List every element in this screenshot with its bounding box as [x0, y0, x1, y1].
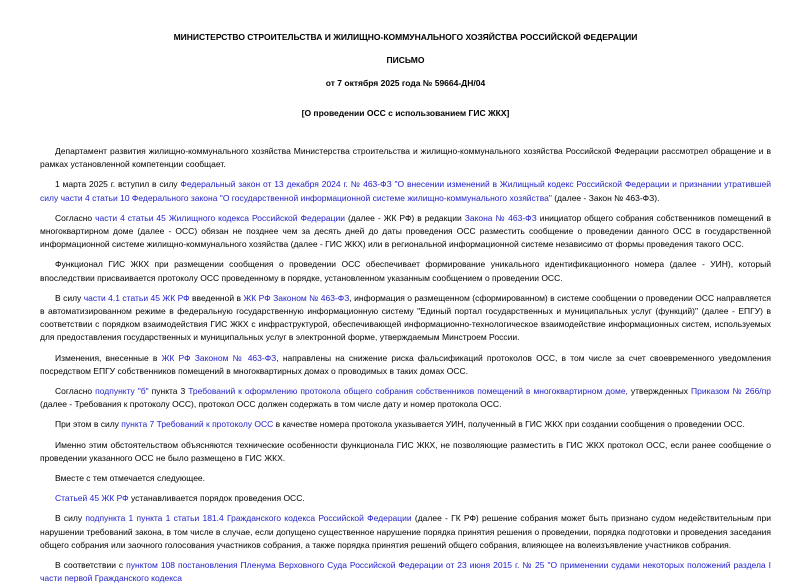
legal-reference-link[interactable]: пункта 7 Требований к протоколу ОСС: [121, 419, 274, 430]
legal-reference-link[interactable]: подпункта 1 пункта 1 статьи 181.4 Гражданского кодекса Российской Федерации: [85, 513, 412, 524]
paragraph-text: Функционал ГИС ЖКХ при размещении сообщения о проведении ОСС обеспечивает формирование уникального идентификационного номера (далее - УИН), который впоследствии присваивается протоколу ОСС проведенному в порядке, установленном указанным сообщением о проведении ОСС.: [40, 259, 771, 283]
paragraph: [40, 352, 771, 378]
legal-reference-link[interactable]: части 4.1 статьи 45 ЖК РФ: [83, 292, 190, 303]
paragraph: [40, 385, 771, 411]
paragraph: [40, 439, 771, 465]
paragraph-text: утвержденных: [627, 386, 691, 397]
legal-reference-link[interactable]: ЖК РФ Законом № 463-ФЗ: [243, 292, 350, 303]
paragraph-text: Вместе с тем отмечается следующее.: [55, 473, 206, 484]
paragraph-text: (далее - Закон № 463-ФЗ).: [551, 192, 660, 203]
paragraph: [40, 492, 771, 505]
paragraph: [40, 559, 771, 585]
paragraph-text: В соответствии с: [55, 560, 127, 571]
paragraph: [40, 258, 771, 284]
paragraph-text: (далее - ЖК РФ) в редакции: [344, 212, 465, 223]
paragraph-text: Согласно: [55, 386, 96, 397]
paragraph-text: Согласно: [55, 212, 96, 223]
paragraph-text: В силу: [55, 292, 84, 303]
paragraph: [40, 145, 771, 171]
paragraph: [40, 292, 771, 345]
legal-reference-link[interactable]: Закона № 463-ФЗ: [464, 212, 537, 223]
legal-reference-link[interactable]: Приказом № 266/пр: [690, 386, 771, 397]
paragraph-text: В силу: [55, 513, 86, 524]
doc-date-number: от 7 октября 2025 года № 59664-ДН/04: [325, 78, 486, 88]
legal-reference-link[interactable]: Требований к оформлению протокола общего собрания собственников помещений в многоквартирном доме,: [188, 386, 628, 397]
paragraph: [40, 212, 771, 252]
paragraph: [40, 418, 771, 431]
paragraph-text: инициатор общего собрания собственников помещений в многоквартирном доме (далее - ОСС) обязан не позднее чем за десять дней до даты проведения ОСС разместить сообщение о проведении данного ОСС в государственной информационной системе жилищно-коммунального хозяйства (далее - ГИС ЖКХ) или в региональной информационной системе независимо от формы проведения такого ОСС.: [40, 212, 772, 250]
paragraph: [40, 178, 771, 204]
legal-reference-link[interactable]: пунктом 108 постановления Пленума Верховного Суда Российской Федерации от 23 июня 2015 г. № 25 "О применении судами некоторых положений раздела I части первой Гражданского кодекса: [40, 560, 771, 584]
paragraph-text: (далее - Требования к протоколу ОСС), протокол ОСС должен содержать в том числе дату и номер протокола ОСС.: [40, 399, 502, 410]
paragraph: [40, 472, 771, 485]
paragraph-text: введенной в: [189, 292, 244, 303]
legal-reference-link[interactable]: Статьей 45 ЖК РФ: [55, 493, 129, 504]
legal-reference-link[interactable]: части 4 статьи 45 Жилищного кодекса Российской Федерации: [95, 212, 345, 223]
paragraph-text: устанавливается порядок проведения ОСС.: [128, 493, 305, 504]
paragraph: [40, 512, 771, 552]
paragraph-text: , направлены на снижение риска фальсификаций протоколов ОСС, в том числе за счет своевременного уведомления посредством ЕПГУ собственников помещений в многоквартирных домах о проводимых в таких домах ОСС.: [40, 352, 771, 376]
ministry-title: МИНИСТЕРСТВО СТРОИТЕЛЬСТВА И ЖИЛИЩНО-КОММУНАЛЬНОГО ХОЗЯЙСТВА РОССИЙСКОЙ ФЕДЕРАЦИИ: [173, 32, 638, 42]
paragraph-text: При этом в силу: [55, 419, 122, 430]
paragraph-text: (далее - ГК РФ) решение собрания может быть признано судом недействительным при нарушении требований закона, в том числе в случае, если допущено существенное нарушение порядка принятия решения о проведении, порядка подготовки и проведения заседания общего собрания или заочного голосования участников собрания, а также порядка принятия решений общего собрания, влияющее на волеизъявление участников собрания.: [40, 513, 771, 550]
doc-type-title: ПИСЬМО: [386, 55, 425, 65]
legal-reference-link[interactable]: Федеральный закон от 13 декабря 2024 г. № 463-ФЗ "О внесении изменений в Жилищный кодекс Российской Федерации и признании утратившей силу части 4 статьи 10 Федерального закона "О государственной информационной системе жилищно-коммунального хозяйства": [40, 179, 772, 203]
paragraph-text: в качестве номера протокола указывается УИН, полученный в ГИС ЖКХ при создании сообщения о проведении ОСС.: [273, 419, 745, 430]
paragraph-text: Департамент развития жилищно-коммунального хозяйства Министерства строительства и жилищно-коммунального хозяйства Российской Федерации рассмотрел обращение и в рамках установленной компетенции сообщает.: [40, 146, 771, 170]
paragraph-text: пункта 3: [148, 386, 189, 397]
paragraph-text: , информация о размещенном (сформированном) в системе сообщении о проведении ОСС направляется в автоматизированном режиме в федеральную государственную информационную систему "Единый портал государственных и муниципальных услуг (функций)" (далее - ЕПГУ) в соответствии с порядком взаимодействия ГИС ЖКХ с инфраструктурой, обеспечивающей информационно-технологическое взаимодействие информационных систем, используемых для предоставления государственных и муниципальных услуг в электронной форме, утверждаемым Минстроем России.: [40, 292, 771, 343]
document-body: [40, 145, 771, 585]
legal-reference-link[interactable]: ЖК РФ Законом № 463-ФЗ: [161, 352, 277, 363]
legal-reference-link[interactable]: подпункту "б": [95, 386, 149, 397]
paragraph-text: Именно этим обстоятельством объясняются технические особенности функционала ГИС ЖКХ, не позволяющие разместить в ГИС ЖКХ протокол ОСС, если ранее сообщение о проведении указанного ОСС не было размещено в ГИС ЖКХ.: [40, 439, 771, 463]
paragraph-text: 1 марта 2025 г. вступил в силу: [55, 179, 181, 190]
paragraph-text: Изменения, внесенные в: [55, 352, 162, 363]
doc-subject: [О проведении ОСС с использованием ГИС ЖКХ]: [301, 108, 510, 118]
